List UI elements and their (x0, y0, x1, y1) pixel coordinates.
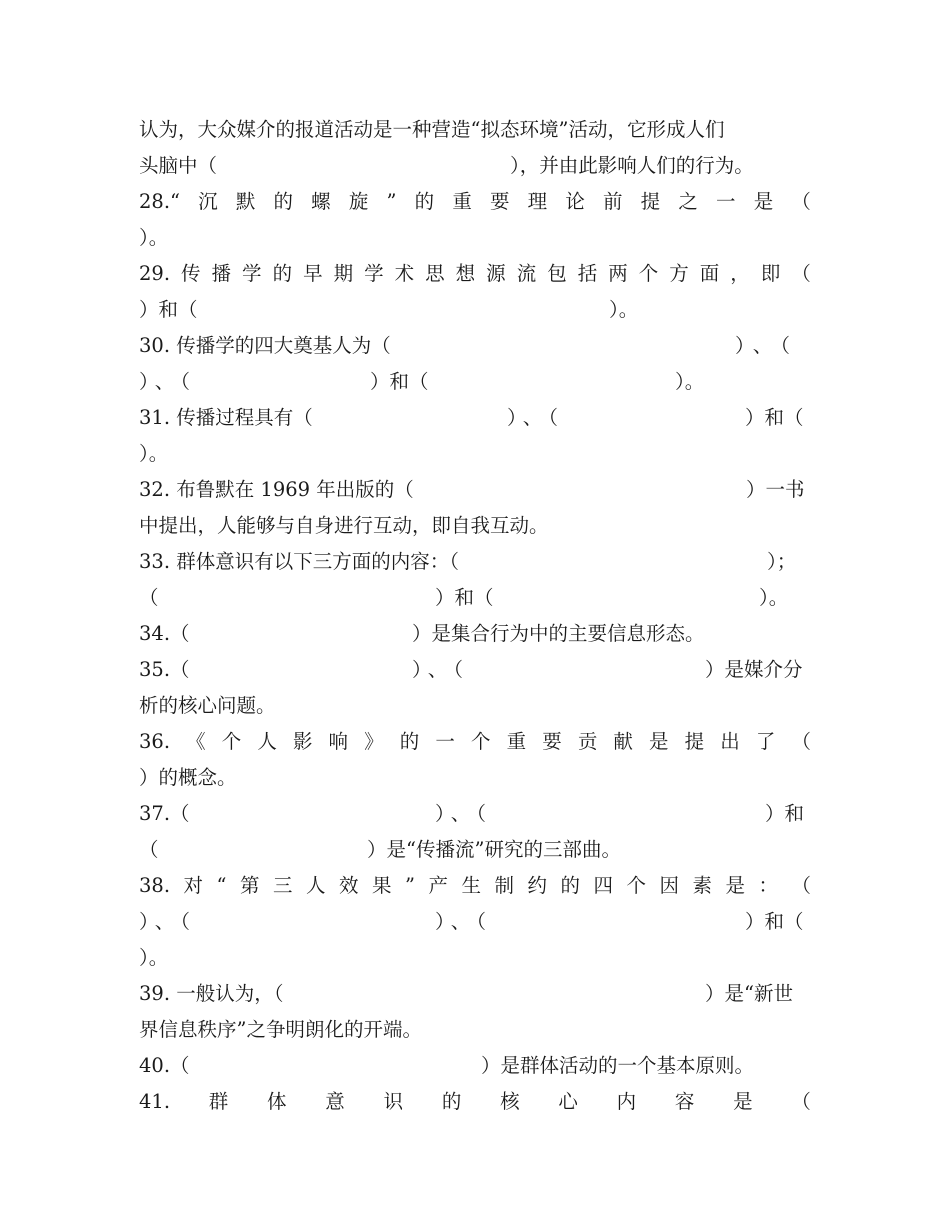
text-fragment: 产 (428, 874, 448, 897)
text-fragment: 个 (221, 730, 242, 753)
text-fragment: 即 (760, 262, 781, 285)
text-fragment: 第 (239, 874, 260, 897)
text-fragment: 播 (211, 262, 232, 285)
text-fragment: 头脑中（ (139, 154, 218, 177)
text-fragment: （ (139, 586, 159, 609)
text-fragment: 38. (139, 874, 171, 897)
text-fragment: 容 (674, 1090, 695, 1113)
text-fragment: 理 (527, 190, 548, 213)
text-fragment: ）和（ (745, 910, 804, 933)
text-fragment: 的 (272, 262, 293, 285)
text-fragment: 是 (725, 874, 745, 897)
text-fragment: 之 (678, 190, 698, 213)
text-fragment: ），并由此影响人们的行为。 (510, 154, 754, 177)
text-fragment: 括 (577, 262, 598, 285)
text-fragment: ” (386, 190, 397, 213)
text-fragment: 期 (333, 262, 354, 285)
text-line: ）。 (139, 946, 169, 969)
text-fragment: ： (758, 874, 778, 897)
text-fragment: 传 (181, 262, 201, 285)
text-fragment: 响 (328, 730, 349, 753)
text-fragment: 29. (139, 262, 171, 285)
text-fragment: ）和（ (435, 586, 494, 609)
text-fragment: 流 (516, 262, 537, 285)
text-fragment: 螺 (311, 190, 331, 213)
text-fragment: ）是集合行为中的主要信息形态。 (412, 622, 705, 645)
text-fragment: 默 (235, 190, 256, 213)
text-fragment: 35.（ (139, 658, 190, 681)
question-30 (139, 328, 811, 364)
text-fragment: 人 (305, 874, 326, 897)
text-fragment: 旋 (348, 190, 369, 213)
text-fragment: 前 (603, 190, 623, 213)
text-fragment: 36. (139, 730, 171, 753)
text-fragment: 想 (455, 262, 476, 285)
text-fragment: 是 (649, 730, 669, 753)
text-fragment: 包 (547, 262, 567, 285)
text-fragment: “ (216, 874, 227, 897)
text-fragment: ）。 (609, 298, 639, 321)
text-fragment: 思 (425, 262, 445, 285)
text-fragment: 要 (489, 190, 510, 213)
text-fragment: ）、（ (507, 406, 565, 429)
text-fragment: ）一书 (746, 478, 805, 501)
text-fragment: ）、（ (139, 910, 197, 933)
text-fragment: 内 (616, 1090, 637, 1113)
text-fragment: 28.“ (139, 190, 180, 213)
text-line: 认为，大众媒介的报道活动是一种营造“拟态环境”活动，它形成人们 (139, 118, 725, 141)
text-line: 析的核心问题。 (139, 694, 276, 717)
text-fragment: ” (404, 874, 415, 897)
text-fragment: 生 (461, 874, 481, 897)
text-line: 界信息秩序”之争明朗化的开端。 (139, 1018, 422, 1041)
text-fragment: 群 (208, 1090, 229, 1113)
text-fragment: （ (791, 1090, 811, 1113)
text-fragment: 识 (383, 1090, 404, 1113)
text-line (139, 904, 811, 940)
question-34 (139, 616, 811, 652)
text-line: ）的概念。 (139, 766, 237, 789)
text-fragment: 40.（ (139, 1054, 190, 1077)
document-page (139, 112, 811, 1120)
text-fragment: ）和（ (139, 298, 198, 321)
text-fragment: 核 (500, 1090, 520, 1113)
text-line: 中提出，人能够与自身进行互动，即自我互动。 (139, 514, 549, 537)
text-fragment: ）是“传播流”研究的三部曲。 (367, 838, 621, 861)
text-fragment: 32. 布鲁默在 1969 年出版的（ (139, 478, 414, 501)
text-fragment: ）是群体活动的一个基本原则。 (481, 1054, 755, 1077)
question-35 (139, 652, 811, 688)
text-fragment: ）、（ (435, 802, 493, 825)
text-fragment: 术 (394, 262, 415, 285)
text-fragment: 33. 群体意识有以下三方面的内容：（ (139, 550, 459, 573)
text-fragment: 提 (684, 730, 705, 753)
text-fragment: 三 (272, 874, 293, 897)
text-fragment: 学 (242, 262, 262, 285)
text-fragment: 出 (720, 730, 740, 753)
text-fragment: 》 (364, 730, 384, 753)
question-32 (139, 472, 811, 508)
text-fragment: 重 (452, 190, 472, 213)
text-fragment: 沉 (198, 190, 218, 213)
text-fragment: ）和（ (370, 370, 429, 393)
text-fragment: 的 (414, 190, 435, 213)
text-fragment: 提 (640, 190, 661, 213)
text-fragment: 要 (542, 730, 562, 753)
text-fragment: ）、（ (435, 910, 493, 933)
text-fragment: 个 (638, 262, 659, 285)
text-fragment: 果 (371, 874, 392, 897)
text-fragment: 影 (292, 730, 313, 753)
text-fragment: （ (791, 874, 811, 897)
text-line (139, 148, 811, 184)
text-fragment: ）是媒介分 (705, 658, 803, 681)
question-29 (139, 256, 811, 292)
question-40 (139, 1048, 811, 1084)
text-fragment: 源 (486, 262, 506, 285)
text-fragment: 素 (692, 874, 712, 897)
text-fragment: ）和 (765, 802, 805, 825)
text-fragment: 是 (753, 190, 774, 213)
text-fragment: 31. 传播过程具有（ (139, 406, 313, 429)
question-41 (139, 1084, 811, 1120)
text-fragment: 34.（ (139, 622, 190, 645)
text-fragment: 早 (303, 262, 323, 285)
text-fragment: 贡 (577, 730, 598, 753)
text-fragment: 献 (613, 730, 633, 753)
text-fragment: 一 (435, 730, 455, 753)
text-fragment: 是 (733, 1090, 753, 1113)
text-fragment: 心 (558, 1090, 578, 1113)
text-fragment: 制 (494, 874, 514, 897)
text-fragment: （ (791, 190, 811, 213)
text-fragment: 面 (699, 262, 720, 285)
text-line (139, 292, 811, 328)
text-fragment: 两 (608, 262, 628, 285)
text-fragment: 一 (716, 190, 736, 213)
text-fragment: 学 (364, 262, 384, 285)
text-fragment: ）、（ (139, 370, 197, 393)
text-fragment: 的 (441, 1090, 462, 1113)
text-fragment: 体 (267, 1090, 287, 1113)
text-fragment: 个 (626, 874, 646, 897)
text-fragment: （ (791, 262, 811, 285)
text-fragment: 因 (659, 874, 679, 897)
text-fragment: ）是“新世 (705, 982, 793, 1005)
question-37 (139, 796, 811, 832)
text-line (139, 832, 811, 868)
text-fragment: ）、（ (735, 334, 799, 357)
question-31 (139, 400, 811, 436)
text-line (139, 364, 811, 400)
text-fragment: 效 (338, 874, 359, 897)
text-fragment: ）； (767, 550, 797, 573)
text-fragment: 的 (560, 874, 580, 897)
text-fragment: 论 (565, 190, 585, 213)
text-fragment: 30. 传播学的四大奠基人为（ (139, 334, 391, 357)
text-fragment: 的 (399, 730, 420, 753)
text-fragment: 意 (325, 1090, 345, 1113)
text-fragment: （ (139, 838, 159, 861)
text-fragment: 了 (755, 730, 776, 753)
question-33 (139, 544, 811, 580)
text-fragment: 人 (257, 730, 277, 753)
text-fragment: ）、（ (412, 658, 470, 681)
text-fragment: 四 (593, 874, 613, 897)
text-fragment: ）。 (759, 586, 789, 609)
text-line: ）。 (139, 442, 169, 465)
question-36 (139, 724, 811, 760)
question-38 (139, 868, 811, 904)
text-line (139, 580, 811, 616)
text-fragment: 39. 一般认为，（ (139, 982, 284, 1005)
text-fragment: 方 (669, 262, 689, 285)
text-fragment: ）和（ (745, 406, 804, 429)
text-fragment: 《 (186, 730, 206, 753)
text-fragment: （ (791, 730, 811, 753)
text-fragment: 41. (139, 1090, 171, 1113)
text-fragment: 个 (470, 730, 491, 753)
text-fragment: ）。 (675, 370, 705, 393)
text-fragment: 的 (273, 190, 293, 213)
text-fragment: 对 (183, 874, 204, 897)
text-fragment: 重 (506, 730, 527, 753)
text-line: ）。 (139, 226, 169, 249)
question-39 (139, 976, 811, 1012)
question-28 (139, 184, 811, 220)
text-fragment: ， (730, 262, 750, 285)
text-fragment: 约 (527, 874, 547, 897)
text-fragment: 37.（ (139, 802, 190, 825)
